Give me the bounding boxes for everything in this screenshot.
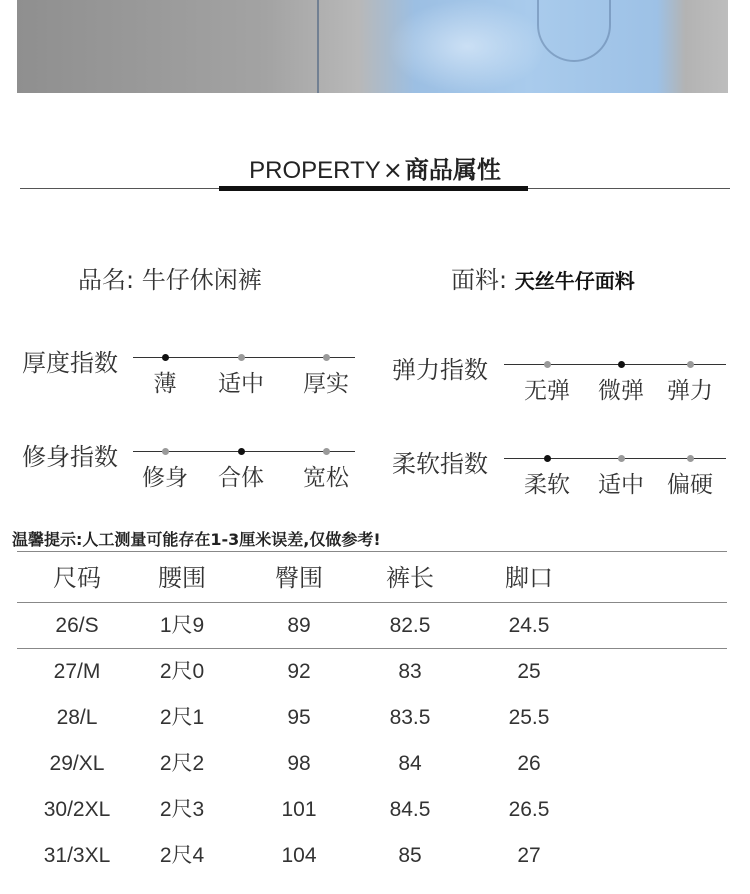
scale-dot [323,354,330,361]
table-cell: 27/M [53,660,101,683]
section-title-separator: × [382,156,403,184]
table-header-cell: 脚口 [505,564,553,592]
table-cell: 26 [517,752,541,775]
scale-dot [162,448,169,455]
scale-label: 厚度指数 [22,349,118,377]
scale-dot [687,455,694,462]
table-cell: 2尺4 [159,844,205,867]
scale-label: 柔软指数 [392,450,488,478]
scale-3 [22,437,372,497]
denim-pocket [537,0,611,62]
table-cell: 26/S [55,614,99,637]
table-row [17,787,727,833]
section-title-cn: 商品属性 [404,156,501,184]
attr-fabric-value: 天丝牛仔面料 [514,269,635,293]
scale-option: 适中 [598,472,644,498]
table-cell: 2尺0 [159,660,205,683]
table-cell: 30/2XL [43,798,111,821]
table-cell: 84.5 [389,798,431,821]
table-row [17,603,727,649]
table-cell: 83.5 [389,706,431,729]
scale-1 [22,343,372,403]
table-cell: 82.5 [389,614,431,637]
scale-option: 修身 [142,465,188,491]
table-row [17,649,727,695]
scale-option: 偏硬 [667,472,713,498]
scale-option: 弹力 [667,378,713,404]
table-cell: 92 [287,660,311,683]
table-header-cell: 裤长 [386,564,434,592]
measurement-notice: 温馨提示:人工测量可能存在1-3厘米误差,仅做参考! [12,530,381,549]
product-photo [17,0,728,93]
table-header-row [17,555,727,601]
table-cell: 83 [398,660,422,683]
denim-seam [317,0,319,93]
scale-dot-selected [238,448,245,455]
scale-dot-selected [618,361,625,368]
table-cell: 26.5 [508,798,550,821]
scale-option: 薄 [153,371,177,397]
attr-product-name-value: 牛仔休闲裤 [141,266,262,294]
table-header-cell: 腰围 [158,564,206,592]
scale-dot [687,361,694,368]
table-cell: 84 [398,752,422,775]
scale-dot [323,448,330,455]
scale-label: 弹力指数 [392,356,488,384]
table-row [17,833,727,879]
table-cell: 2尺3 [159,798,205,821]
scale-dot-selected [162,354,169,361]
table-cell: 104 [281,844,317,867]
title-underline-bar [219,186,528,191]
scale-2 [392,350,742,410]
scale-option: 宽松 [303,465,349,491]
table-cell: 31/3XL [43,844,111,867]
table-cell: 2尺1 [159,706,205,729]
scale-dot [618,455,625,462]
table-divider [17,551,727,552]
section-title [0,150,750,185]
scale-option: 合体 [218,465,264,491]
scale-dot [544,361,551,368]
scale-option: 柔软 [524,472,570,498]
table-cell: 24.5 [508,614,550,637]
table-header-cell: 臀围 [275,564,323,592]
table-cell: 85 [398,844,422,867]
table-cell: 27 [517,844,541,867]
scale-dot-selected [544,455,551,462]
table-cell: 1尺9 [159,614,205,637]
denim-highlight [387,0,547,93]
table-cell: 28/L [56,706,98,729]
table-cell: 25 [517,660,541,683]
table-cell: 2尺2 [159,752,205,775]
scale-option: 适中 [218,371,264,397]
attr-product-name [78,260,262,295]
scale-option: 微弹 [598,378,644,404]
attr-product-name-label: 品名: [78,266,135,294]
scale-dot [238,354,245,361]
table-cell: 101 [281,798,317,821]
scale-label: 修身指数 [22,443,118,471]
table-cell: 95 [287,706,311,729]
attr-fabric [451,260,635,295]
attr-fabric-label: 面料: [451,266,508,294]
scale-option: 无弹 [524,378,570,404]
scale-option: 厚实 [303,371,349,397]
scale-4 [392,444,742,504]
table-header-cell: 尺码 [53,564,101,592]
table-cell: 98 [287,752,311,775]
table-cell: 29/XL [49,752,105,775]
table-cell: 89 [287,614,311,637]
section-title-en: PROPERTY [249,157,381,184]
table-row [17,695,727,741]
table-cell: 25.5 [508,706,550,729]
table-row [17,741,727,787]
